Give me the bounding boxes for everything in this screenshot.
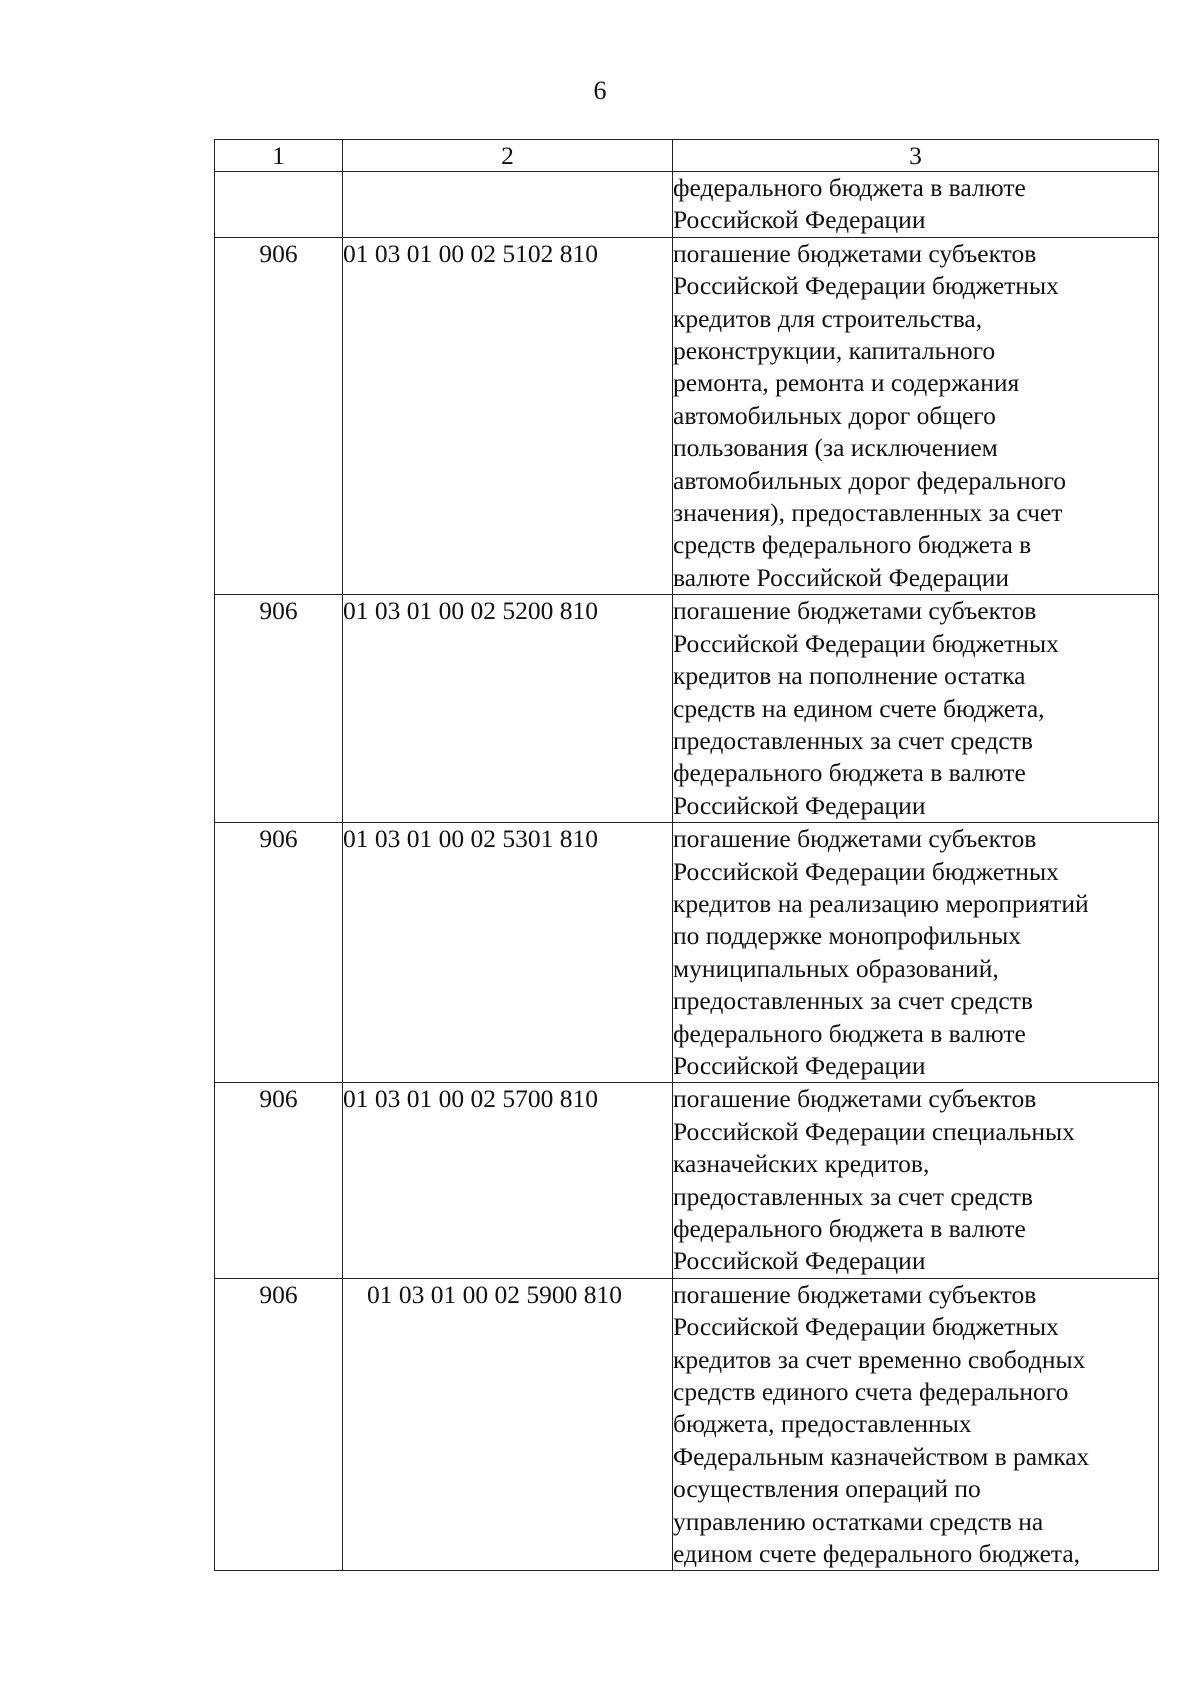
admin-code-cell: 906 [215, 595, 343, 823]
description-line: по поддержке монопрофильных [673, 921, 1021, 951]
description-line: пользования (за исключением [673, 433, 998, 463]
description-line: реконструкции, капитального [673, 336, 996, 366]
description-line: погашение бюджетами субъектов [673, 824, 1037, 854]
description-line: кредитов для строительства, [673, 303, 983, 333]
admin-code-cell: 906 [215, 1278, 343, 1571]
classification-code-cell: 01 03 01 00 02 5301 810 [343, 823, 673, 1083]
description-line: средств на едином счете бюджета, [673, 693, 1045, 723]
column-header-1: 1 [215, 140, 343, 172]
description-line: погашение бюджетами субъектов [673, 1279, 1037, 1309]
column-header-3: 3 [673, 140, 1159, 172]
description-line: федерального бюджета в валюте [673, 1214, 1026, 1243]
description-line: Российской Федерации бюджетных [673, 271, 1059, 301]
description-line: Российской Федерации бюджетных [673, 1312, 1059, 1342]
description-line: управлению остатками средств на [673, 1506, 1044, 1536]
description-line: Российской Федерации специальных [673, 1116, 1075, 1146]
admin-code-cell: 906 [215, 237, 343, 594]
admin-code-cell [215, 172, 343, 238]
description-line: погашение бюджетами субъектов [673, 596, 1037, 626]
description-line: средств единого счета федерального [673, 1377, 1069, 1407]
description-line: автомобильных дорог общего [673, 400, 996, 430]
description-line: Российской Федерации [673, 790, 926, 820]
description-cell [673, 595, 1159, 823]
description-line: средств федерального бюджета в [673, 530, 1032, 560]
description-line: Российской Федерации [673, 1050, 926, 1080]
description-line: Российской Федерации бюджетных [673, 856, 1059, 886]
classification-code-cell: 01 03 01 00 02 5700 810 [343, 1083, 673, 1278]
description-cell [673, 1083, 1159, 1278]
description-line: Российской Федерации [673, 205, 926, 235]
classification-code-cell: 01 03 01 00 02 5102 810 [343, 237, 673, 594]
description-line: предоставленных за счет средств [673, 725, 1033, 755]
description-cell [673, 237, 1159, 594]
description-line: валюте Российской Федерации [673, 562, 1009, 592]
description-line: муниципальных образований, [673, 953, 999, 983]
description-line: кредитов на реализацию мероприятий [673, 888, 1089, 918]
classification-code-cell: 01 03 01 00 02 5900 810 [343, 1278, 673, 1571]
table-row [215, 823, 1159, 1083]
admin-code-cell: 906 [215, 1083, 343, 1278]
table-row [215, 1278, 1159, 1571]
description-line: осуществления операций по [673, 1474, 981, 1504]
table-row [215, 237, 1159, 594]
budget-classification-table [214, 139, 1159, 1571]
description-line: Российской Федерации [673, 1246, 926, 1276]
table-row [215, 595, 1159, 823]
description-line: бюджета, предоставленных [673, 1409, 972, 1439]
admin-code-cell: 906 [215, 823, 343, 1083]
description-line: кредитов за счет временно свободных [673, 1344, 1086, 1374]
classification-code-cell [343, 172, 673, 238]
page-number: 6 [593, 76, 607, 105]
description-line: федерального бюджета в валюте [673, 1018, 1026, 1048]
description-cell [673, 172, 1159, 238]
description-line: кредитов на пополнение остатка [673, 661, 1026, 691]
description-cell [673, 1278, 1159, 1571]
description-line: предоставленных за счет средств [673, 1181, 1033, 1211]
description-cell [673, 823, 1159, 1083]
column-header-2: 2 [343, 140, 673, 172]
description-line: предоставленных за счет средств [673, 986, 1033, 1016]
description-line: федерального бюджета в валюте [673, 173, 1026, 202]
description-line: Федеральным казначейством в рамках [673, 1441, 1090, 1471]
description-line: автомобильных дорог федерального [673, 465, 1067, 495]
table-row [215, 172, 1159, 238]
description-line: Российской Федерации бюджетных [673, 628, 1059, 658]
table-body [215, 172, 1159, 1571]
table-row [215, 1083, 1159, 1278]
description-line: федерального бюджета в валюте [673, 758, 1026, 788]
description-line: погашение бюджетами субъектов [673, 1084, 1037, 1114]
description-line: погашение бюджетами субъектов [673, 238, 1037, 268]
description-line: казначейских кредитов, [673, 1149, 930, 1179]
description-line: едином счете федерального бюджета, [673, 1539, 1081, 1569]
classification-code-cell: 01 03 01 00 02 5200 810 [343, 595, 673, 823]
table-header-row [215, 140, 1159, 172]
description-line: ремонта, ремонта и содержания [673, 368, 1020, 398]
description-line: значения), предоставленных за счет [673, 498, 1063, 528]
